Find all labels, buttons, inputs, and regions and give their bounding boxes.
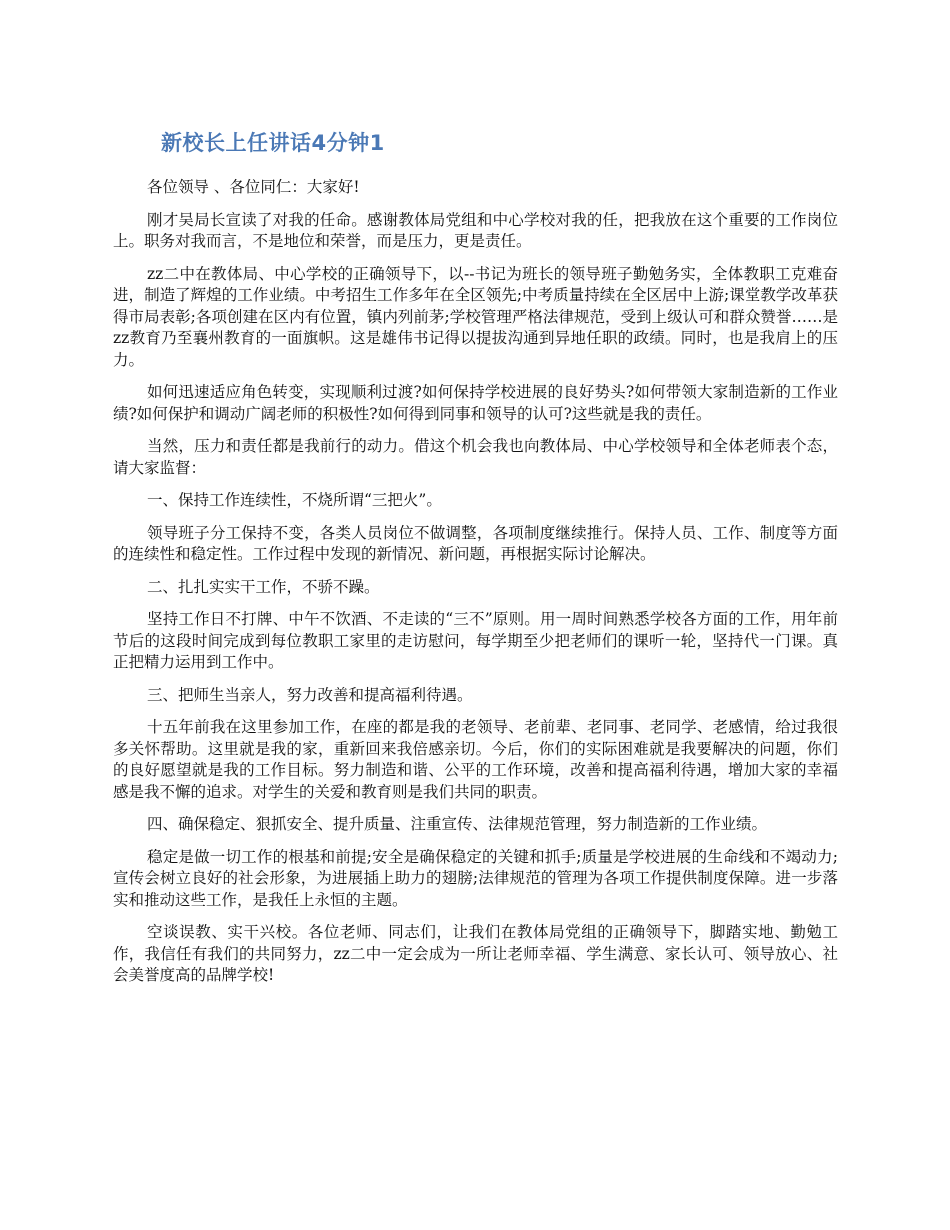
paragraph-greeting: 各位领导 、各位同仁：大家好! <box>147 178 360 196</box>
paragraph: 稳定是做一切工作的根基和前提;安全是确保稳定的关键和抓手;质量是学校进展的生命线和不竭动力;宣传会树立良好的社会形象，为进展插上助力的翅膀;法律规范的管理为各项工作提供制度保障。进一步落实和推动这些工作，是我任上永恒的主题。 <box>113 847 838 909</box>
paragraph: 当然，压力和责任都是我前行的动力。借这个机会我也向教体局、中心学校领导和全体老师表个态，请大家监督： <box>113 437 838 477</box>
section-heading-1: 一、保持工作连续性，不烧所谓“三把火”。 <box>147 491 442 509</box>
section-heading-3: 三、把师生当亲人，努力改善和提高福利待遇。 <box>147 685 473 704</box>
document-page <box>113 128 838 998</box>
section-heading-2: 二、扎扎实实干工作，不骄不躁。 <box>147 577 380 596</box>
paragraph: 刚才吴局长宣读了对我的任命。感谢教体局党组和中心学校对我的任，把我放在这个重要的工作岗位上。职务对我而言，不是地位和荣誉，而是压力，更是责任。 <box>113 210 838 250</box>
paragraph: 领导班子分工保持不变，各类人员岗位不做调整，各项制度继续推行。保持人员、工作、制度等方面的连续性和稳定性。工作过程中发现的新情况、新问题，再根据实际讨论解决。 <box>113 523 838 563</box>
paragraph: 如何迅速适应角色转变，实现顺利过渡?如何保持学校进展的良好势头?如何带领大家制造新的工作业绩?如何保护和调动广阔老师的积极性?如何得到同事和领导的认可?这些就是我的责任。 <box>113 383 838 423</box>
paragraph: zz二中在教体局、中心学校的正确领导下，以--书记为班长的领导班子勤勉务实，全体教职工克难奋进，制造了辉煌的工作业绩。中考招生工作多年在全区领先;中考质量持续在全区居中上游;课堂教学改革获得市局表彰;各项创建在区内有位置，镇内列前茅;学校管理严格法律规范，受到上级认可和群众赞誉……是zz教育乃至襄州教育的一面旗帜。这是雄伟书记得以提拔沟通到异地任职的政绩。同时，也是我肩上的压力。 <box>113 264 838 369</box>
section-heading-4: 四、确保稳定、狠抓安全、提升质量、注重宣传、法律规范管理，努力制造新的工作业绩。 <box>147 815 768 833</box>
paragraph-closing: 空谈误教、实干兴校。各位老师、同志们，让我们在教体局党组的正确领导下，脚踏实地、勤勉工作，我信任有我们的共同努力，zz二中一定会成为一所让老师幸福、学生满意、家长认可、领导放心、社会美誉度高的品牌学校! <box>113 923 838 984</box>
paragraph: 坚持工作日不打牌、中午不饮酒、不走读的“三不”原则。用一周时间熟悉学校各方面的工作，用年前节后的这段时间完成到每位教职工家里的走访慰问，每学期至少把老师们的课听一轮，坚持代一门课。真正把精力运用到工作中。 <box>113 610 838 671</box>
paragraph: 十五年前我在这里参加工作，在座的都是我的老领导、老前辈、老同事、老同学、老感情，给过我很多关怀帮助。这里就是我的家，重新回来我倍感亲切。今后，你们的实际困难就是我要解决的问题，你们的良好愿望就是我的工作目标。努力制造和谐、公平的工作环境，改善和提高福利待遇，增加大家的幸福感是我不懈的追求。对学生的关爱和教育则是我们共同的职责。 <box>113 718 838 801</box>
document-title: 新校长上任讲话4分钟1 <box>161 131 385 155</box>
